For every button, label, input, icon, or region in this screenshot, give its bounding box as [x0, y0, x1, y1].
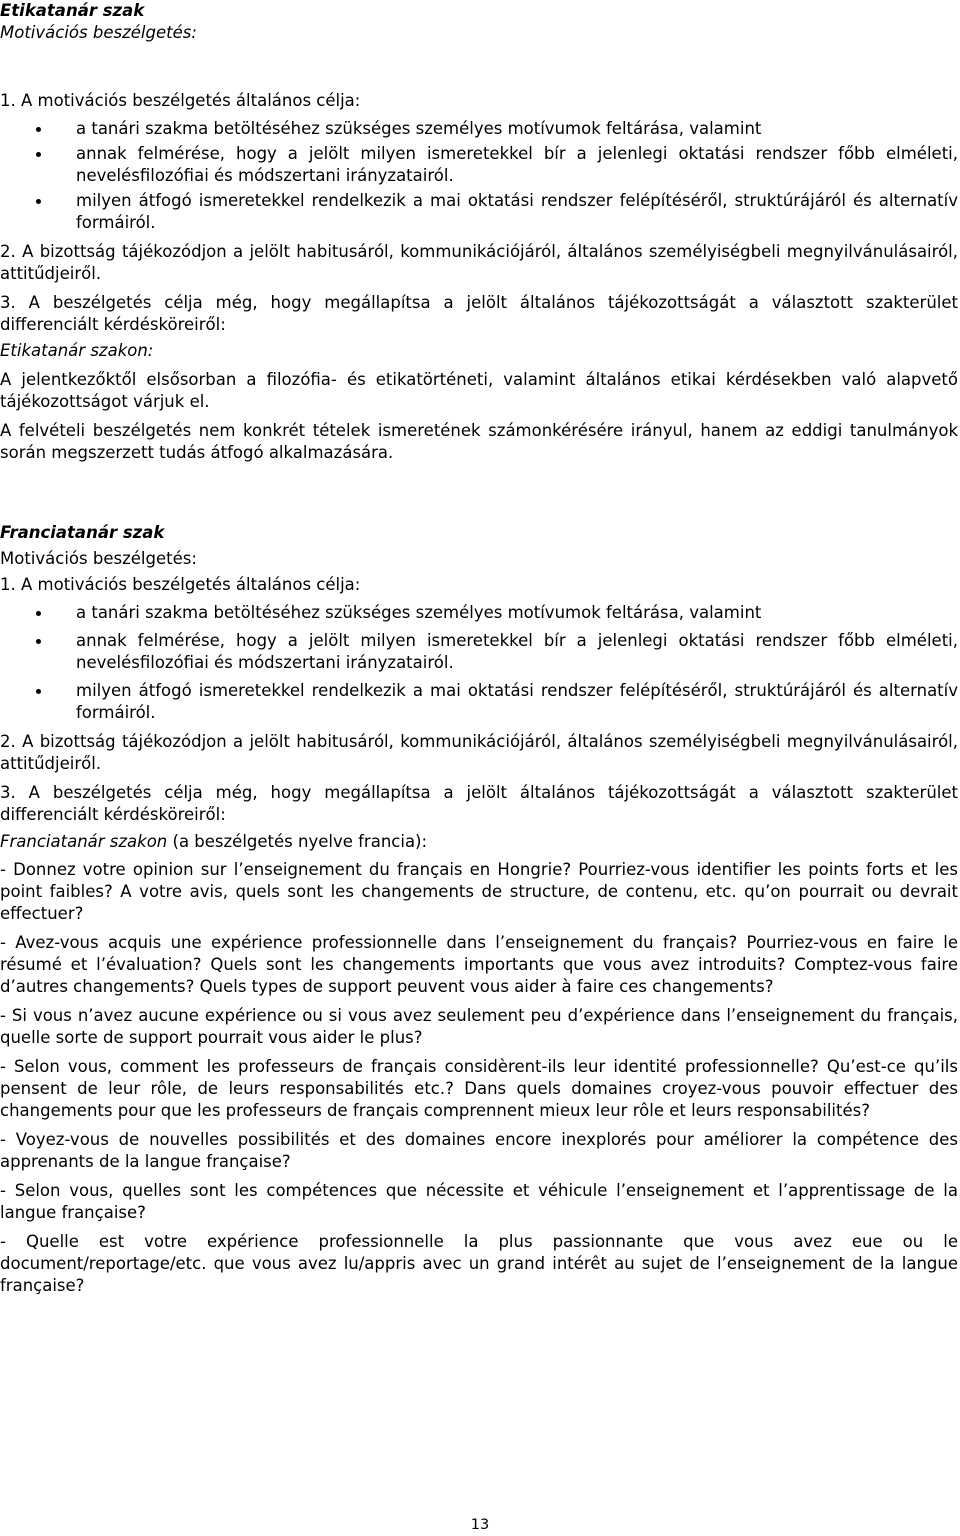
section-title-etika: Etikatanár szak — [0, 1, 145, 20]
list-item: annak felmérése, hogy a jelölt milyen ismeretekkel bír a jelenlegi oktatási rendszer főbb elméleti, nevelésfilozófiai és módszertani irányzatairól. — [0, 143, 958, 187]
section-etika — [0, 0, 958, 44]
question-item: - Voyez-vous de nouvelles possibilités et des domaines encore inexplorés pour améliorer la compétence des apprenants de la langue française? — [0, 1130, 958, 1171]
list-item: a tanári szakma betöltéséhez szükséges személyes motívumok feltárása, valamint — [0, 602, 958, 624]
etika-bullet-list — [0, 118, 958, 234]
francia-szakon-line — [0, 831, 958, 853]
question-item: - Selon vous, comment les professeurs de français considèrent-ils leur identité professionnelle? Qu’est-ce qu’ils pensent de leur rôle, de leurs responsabilités etc.? Dans quels domaines croyez-vous pouvoir effectuer des changements pour que les professeurs de français comprennent mieux leur rôle et leurs responsabilités? — [0, 1057, 958, 1120]
bullet-icon — [36, 639, 41, 644]
list-item: a tanári szakma betöltéséhez szükséges személyes motívumok feltárása, valamint — [0, 118, 958, 140]
question-item: - Avez-vous acquis une expérience professionnelle dans l’enseignement du français? Pourriez-vous en faire le résumé et l’évaluation? Quels sont les changements importants que vous avez introduits? Comptez-vous faire d’autres changements? Quels types de support peuvent vous aider à faire ces changements? — [0, 933, 958, 996]
section-title-francia: Franciatanár szak — [0, 523, 165, 542]
francia-point-1: 1. A motivációs beszélgetés általános célja: — [0, 575, 361, 594]
question-item: - Selon vous, quelles sont les compétences que nécessite et véhicule l’enseignement et l’apprentissage de la langue française? — [0, 1181, 958, 1222]
francia-point-2: 2. A bizottság tájékozódjon a jelölt habitusáról, kommunikációjáról, általános személyiségbeli megnyilvánulásairól, attitűdjeiről. — [0, 732, 958, 773]
etika-szakon-label: Etikatanár szakon: — [0, 341, 154, 360]
francia-point-3: 3. A beszélgetés célja még, hogy megállapítsa a jelölt általános tájékozottságát a választott szakterület differenciált kérdésköreiről: — [0, 783, 958, 824]
francia-questions — [0, 859, 958, 1297]
etika-point-2: 2. A bizottság tájékozódjon a jelölt habitusáról, kommunikációjáról, általános személyiségbeli megnyilvánulásairól, attitűdjeiről. — [0, 242, 958, 283]
bullet-icon — [36, 127, 41, 132]
etika-point-3: 3. A beszélgetés célja még, hogy megállapítsa a jelölt általános tájékozottságát a választott szakterület differenciált kérdésköreiről: — [0, 293, 958, 334]
etika-para-2: A felvételi beszélgetés nem konkrét tételek ismeretének számonkérésére irányul, hanem az eddigi tanulmányok során megszerzett tudás átfogó alkalmazására. — [0, 421, 958, 462]
section-francia — [0, 522, 958, 1297]
question-item: - Donnez votre opinion sur l’enseignement du français en Hongrie? Pourriez-vous identifier les points forts et les point faibles? A votre avis, quels sont les changements de structure, de contenu, etc. qu’on pourrait ou devrait effectuer? — [0, 860, 958, 923]
francia-bullet-list — [0, 602, 958, 724]
bullet-icon — [36, 152, 41, 157]
list-item: annak felmérése, hogy a jelölt milyen ismeretekkel bír a jelenlegi oktatási rendszer főbb elméleti, nevelésfilozófiai és módszertani irányzatairól. — [0, 630, 958, 674]
question-item: - Si vous n’avez aucune expérience ou si vous avez seulement peu d’expérience dans l’enseignement du français, quelle sorte de support pourrait vous aider le plus? — [0, 1006, 958, 1047]
page-number: 13 — [470, 1517, 490, 1533]
question-item: - Quelle est votre expérience professionnelle la plus passionnante que vous avez eue ou le document/reportage/etc. que vous avez lu/appris avec un grand intérêt au sujet de l’enseignement de la langue française? — [0, 1232, 958, 1295]
francia-szakon-label: Franciatanár szakon — [0, 832, 168, 851]
bullet-icon — [36, 611, 41, 616]
etika-para-1: A jelentkezőktől elsősorban a filozófia- és etikatörténeti, valamint általános etikai kérdésekben való alapvető tájékozottságot várjuk el. — [0, 370, 958, 411]
bullet-icon — [36, 689, 41, 694]
list-item: milyen átfogó ismeretekkel rendelkezik a mai oktatási rendszer felépítéséről, struktúrájáról és alternatív formáiról. — [0, 680, 958, 724]
etika-point-1: 1. A motivációs beszélgetés általános célja: — [0, 91, 361, 110]
francia-szakon-suffix: (a beszélgetés nyelve francia): — [167, 832, 428, 851]
subtitle-francia: Motivációs beszélgetés: — [0, 549, 197, 568]
etika-body — [0, 90, 958, 464]
bullet-icon — [36, 199, 41, 204]
subtitle-etika: Motivációs beszélgetés: — [0, 23, 197, 42]
list-item: milyen átfogó ismeretekkel rendelkezik a mai oktatási rendszer felépítéséről, struktúrájáról és alternatív formáiról. — [0, 190, 958, 234]
